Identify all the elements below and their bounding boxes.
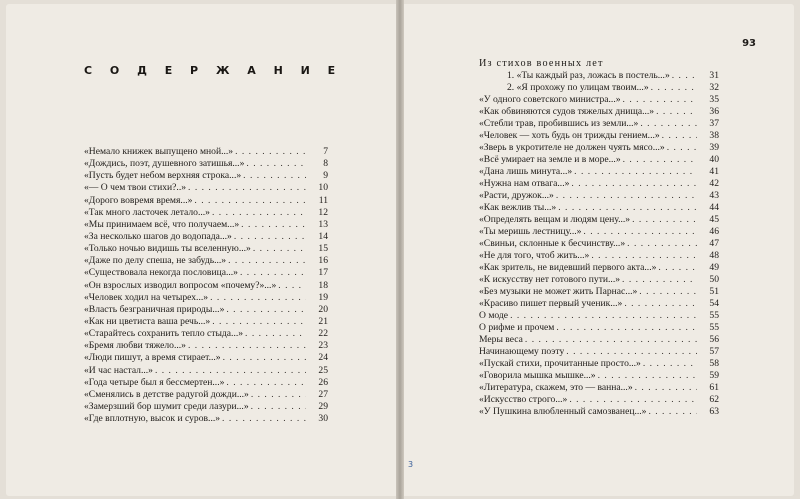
- toc-entry: [84, 146, 328, 158]
- entry-title: «Человек — хоть будь он трижды гением...»: [479, 130, 660, 141]
- dot-leader: [633, 382, 697, 394]
- entry-page: 41: [709, 166, 719, 177]
- entry-page: 16: [318, 255, 328, 267]
- entry-page: 23: [318, 340, 328, 352]
- toc-entry: [479, 346, 719, 358]
- toc-entry: [479, 406, 719, 418]
- dot-leader: [210, 316, 306, 328]
- entry-page: 21: [318, 315, 328, 327]
- toc-entry: [479, 238, 719, 250]
- entry-page: 8: [323, 158, 328, 170]
- dot-leader: [276, 280, 306, 292]
- entry-page: 12: [318, 206, 328, 218]
- toc-entry: [84, 365, 328, 377]
- entry-page: 36: [709, 106, 719, 117]
- dot-leader: [637, 286, 697, 298]
- entry-page: 45: [709, 214, 719, 225]
- toc-entry: [479, 166, 719, 178]
- toc-entry: [479, 250, 719, 262]
- entry-page: 35: [709, 94, 719, 105]
- entry-title: «Даже по делу спеша, не забудь...»: [84, 255, 227, 267]
- toc-entry: [479, 82, 719, 94]
- dot-leader: [569, 178, 697, 190]
- entry-title: «Так много ласточек летало...»: [84, 206, 210, 218]
- dot-leader: [564, 346, 697, 358]
- dot-leader: [523, 334, 697, 346]
- dot-leader: [649, 82, 697, 94]
- entry-title: «Бремя любви тяжело...»: [84, 340, 186, 352]
- entry-title: «Старайтесь сохранить тепло стыда...»: [84, 328, 244, 340]
- entry-title: 1. «Ты каждый раз, ложась в постель...»: [507, 70, 670, 81]
- dot-leader: [660, 130, 697, 142]
- dot-leader: [589, 250, 697, 262]
- entry-title: «Всё умирает на земле и в море...»: [479, 154, 621, 165]
- entry-title: «Пускай стихи, прочитанные просто...»: [479, 358, 641, 369]
- dot-leader: [224, 377, 306, 389]
- dot-leader: [238, 267, 306, 279]
- entry-title: «Зверь в укротителе не должен чуять мясо...»: [479, 142, 665, 153]
- toc-entry: [84, 352, 328, 364]
- dot-leader: [572, 166, 697, 178]
- entry-title: «У Пушкина влюбленный самозванец...»: [479, 406, 647, 417]
- entry-title: «Свиньи, склонные к бесчинству...»: [479, 238, 626, 249]
- entry-page: 25: [318, 364, 328, 376]
- entry-title: О рифме и прочем: [479, 322, 555, 333]
- entry-title: «Говорила мышка мышке...»: [479, 370, 596, 381]
- entry-page: 42: [709, 178, 719, 189]
- toc-entry: [479, 310, 719, 322]
- dot-leader: [221, 352, 306, 364]
- entry-page: 56: [709, 334, 719, 345]
- entry-page: 59: [709, 370, 719, 381]
- toc-left-list: [84, 146, 328, 425]
- toc-entry: [84, 243, 328, 255]
- entry-title: «Только ночью видишь ты вселенную...»: [84, 243, 251, 255]
- entry-title: «Пусть будет небом верхняя строка...»: [84, 170, 242, 182]
- entry-page: 58: [709, 358, 719, 369]
- entry-title: «Человек ходил на четырех...»: [84, 291, 209, 303]
- entry-page: 46: [709, 226, 719, 237]
- dot-leader: [241, 170, 306, 182]
- entry-title: «У одного советского министра...»: [479, 94, 621, 105]
- dot-leader: [186, 182, 306, 194]
- toc-entry: [479, 178, 719, 190]
- entry-page: 32: [709, 82, 719, 93]
- toc-entry: [84, 328, 328, 340]
- toc-entry: [84, 182, 328, 194]
- toc-entry: [479, 262, 719, 274]
- toc-right-list: [479, 70, 719, 418]
- entry-page: 26: [318, 376, 328, 388]
- dot-leader: [670, 70, 697, 82]
- dot-leader: [656, 262, 697, 274]
- toc-entry: [84, 158, 328, 170]
- toc-entry: [84, 413, 328, 425]
- entry-title: «— О чем твои стихи?..»: [84, 182, 187, 194]
- toc-entry: [84, 207, 328, 219]
- entry-page: 17: [318, 267, 328, 279]
- dot-leader: [239, 219, 306, 231]
- entry-title: «Существовала некогда пословица...»: [84, 267, 238, 279]
- entry-page: 10: [318, 182, 328, 194]
- entry-page: 24: [318, 352, 328, 364]
- entry-page: 20: [318, 303, 328, 315]
- toc-entry: [479, 382, 719, 394]
- dot-leader: [638, 118, 697, 130]
- entry-page: 31: [709, 70, 719, 81]
- dot-leader: [554, 322, 697, 334]
- dot-leader: [251, 243, 306, 255]
- entry-title: «Искусство строго...»: [479, 394, 568, 405]
- entry-title: «Года четыре был я бессмертен...»: [84, 376, 225, 388]
- toc-entry: [84, 195, 328, 207]
- entry-page: 50: [709, 274, 719, 285]
- toc-entry: [84, 280, 328, 292]
- toc-entry: [84, 377, 328, 389]
- toc-entry: [479, 334, 719, 346]
- dot-leader: [641, 358, 697, 370]
- entry-page: 54: [709, 298, 719, 309]
- dot-leader: [233, 146, 306, 158]
- toc-entry: [84, 267, 328, 279]
- entry-page: 47: [709, 238, 719, 249]
- entry-page: 40: [709, 154, 719, 165]
- entry-page: 27: [318, 388, 328, 400]
- dot-leader: [508, 310, 697, 322]
- entry-page: 48: [709, 250, 719, 261]
- section-title: Из стихов военных лет: [479, 58, 604, 69]
- toc-entry: [479, 142, 719, 154]
- entry-page: 55: [709, 322, 719, 333]
- entry-page: 9: [323, 170, 328, 182]
- entry-page: 43: [709, 190, 719, 201]
- toc-entry: [84, 401, 328, 413]
- entry-title: «Он взрослых изводил вопросом «почему?»...»: [84, 279, 277, 291]
- entry-page: 38: [709, 130, 719, 141]
- entry-page: 37: [709, 118, 719, 129]
- entry-page: 57: [709, 346, 719, 357]
- dot-leader: [646, 406, 697, 418]
- toc-entry: [479, 226, 719, 238]
- entry-title: О моде: [479, 310, 509, 321]
- entry-title: «К искусству нет готового пути...»: [479, 274, 621, 285]
- entry-page: 49: [709, 262, 719, 273]
- entry-title: «Стебли трав, пробившись из земли...»: [479, 118, 639, 129]
- entry-page: 55: [709, 310, 719, 321]
- entry-page: 39: [709, 142, 719, 153]
- toc-entry: [84, 231, 328, 243]
- toc-entry: [84, 316, 328, 328]
- toc-entry: [479, 322, 719, 334]
- toc-entry: [84, 170, 328, 182]
- entry-page: 61: [709, 382, 719, 393]
- entry-title: «Литература, скажем, это — ванна...»: [479, 382, 633, 393]
- entry-title: Начинающему поэту: [479, 346, 565, 357]
- entry-title: «Расти, дружок...»: [479, 190, 554, 201]
- dot-leader: [249, 389, 306, 401]
- toc-entry: [479, 70, 719, 82]
- entry-title: «Как вежлив ты...»: [479, 202, 557, 213]
- toc-entry: [84, 255, 328, 267]
- entry-title: «Власть безграничная природы...»: [84, 303, 225, 315]
- entry-page: 22: [318, 328, 328, 340]
- entry-page: 15: [318, 243, 328, 255]
- entry-title: 2. «Я прохожу по улицам твоим...»: [507, 82, 649, 93]
- entry-title: «Нужна нам отвага...»: [479, 178, 570, 189]
- dot-leader: [554, 190, 697, 202]
- entry-title: «Ты меришь лестницу...»: [479, 226, 582, 237]
- dot-leader: [620, 274, 697, 286]
- dot-leader: [622, 298, 697, 310]
- entry-page: 18: [318, 279, 328, 291]
- entry-title: «Определять вещам и людям цену...»: [479, 214, 631, 225]
- entry-title: «Люди пишут, а время стирает...»: [84, 352, 221, 364]
- toc-entry: [479, 154, 719, 166]
- contents-heading: С О Д Е Р Ж А Н И Е: [84, 64, 343, 77]
- entry-page: 63: [709, 406, 719, 417]
- entry-title: «Дорого вовремя время...»: [84, 194, 193, 206]
- toc-entry: [479, 190, 719, 202]
- dot-leader: [186, 340, 306, 352]
- dot-leader: [243, 328, 306, 340]
- entry-page: 14: [318, 230, 328, 242]
- entry-title: «Без музыки не может жить Парнас...»: [479, 286, 638, 297]
- toc-entry: [479, 370, 719, 382]
- toc-entry: [479, 298, 719, 310]
- dot-leader: [210, 207, 306, 219]
- dot-leader: [208, 292, 306, 304]
- entry-title: «Где вплотную, высок и суров...»: [84, 413, 221, 425]
- entry-title: «Не для того, чтоб жить...»: [479, 250, 590, 261]
- toc-entry: [479, 106, 719, 118]
- toc-entry: [479, 202, 719, 214]
- entry-page: 19: [318, 291, 328, 303]
- toc-entry: [479, 214, 719, 226]
- dot-leader: [596, 370, 697, 382]
- entry-title: Меры веса: [479, 334, 523, 345]
- entry-page: 11: [318, 194, 328, 206]
- dot-leader: [556, 202, 697, 214]
- entry-page: 13: [318, 218, 328, 230]
- entry-page: 62: [709, 394, 719, 405]
- dot-leader: [621, 154, 697, 166]
- entry-page: 30: [318, 413, 328, 425]
- dot-leader: [665, 142, 697, 154]
- entry-title: «За несколько шагов до водопада...»: [84, 230, 232, 242]
- entry-title: «Сменялись в детстве радугой дожди...»: [84, 388, 249, 400]
- dot-leader: [581, 226, 697, 238]
- dot-leader: [244, 158, 306, 170]
- entry-title: «Как ни цветиста ваша речь...»: [84, 315, 211, 327]
- dot-leader: [224, 304, 306, 316]
- dot-leader: [625, 238, 697, 250]
- toc-entry: [479, 286, 719, 298]
- toc-entry: [84, 340, 328, 352]
- toc-entry: [84, 219, 328, 231]
- entry-page: 44: [709, 202, 719, 213]
- dot-leader: [567, 394, 697, 406]
- toc-entry: [84, 304, 328, 316]
- dot-leader: [249, 401, 306, 413]
- dot-leader: [226, 255, 306, 267]
- toc-entry: [479, 394, 719, 406]
- entry-title: «Как обвиняются судов тяжелых днища...»: [479, 106, 655, 117]
- book-spine: [396, 0, 404, 499]
- entry-title: «Немало книжек выпущено мной...»: [84, 146, 234, 157]
- dot-leader: [654, 106, 697, 118]
- entry-title: «Как зритель, не видевший первого акта...»: [479, 262, 657, 273]
- dot-leader: [621, 94, 697, 106]
- dot-leader: [630, 214, 697, 226]
- toc-entry: [479, 130, 719, 142]
- entry-title: «И час настал...»: [84, 364, 153, 376]
- entry-title: «Красиво пишет первый ученик...»: [479, 298, 623, 309]
- dot-leader: [220, 413, 306, 425]
- toc-entry: [84, 292, 328, 304]
- dot-leader: [153, 365, 306, 377]
- toc-entry: [479, 358, 719, 370]
- page-number: 93: [742, 38, 756, 49]
- entry-page: 7: [323, 146, 328, 157]
- dot-leader: [192, 195, 306, 207]
- entry-title: «Дана лишь минута...»: [479, 166, 573, 177]
- entry-title: «Замерзший бор шумит среди лазури...»: [84, 400, 249, 412]
- entry-page: 29: [318, 400, 328, 412]
- dot-leader: [232, 231, 306, 243]
- toc-entry: [479, 274, 719, 286]
- toc-entry: [479, 118, 719, 130]
- entry-title: «Мы принимаем всё, что получаем...»: [84, 218, 240, 230]
- entry-title: «Дождись, поэт, душевного затишья...»: [84, 158, 245, 170]
- gutter-mark: 3: [408, 460, 414, 469]
- toc-entry: [479, 94, 719, 106]
- entry-page: 51: [709, 286, 719, 297]
- toc-entry: [84, 389, 328, 401]
